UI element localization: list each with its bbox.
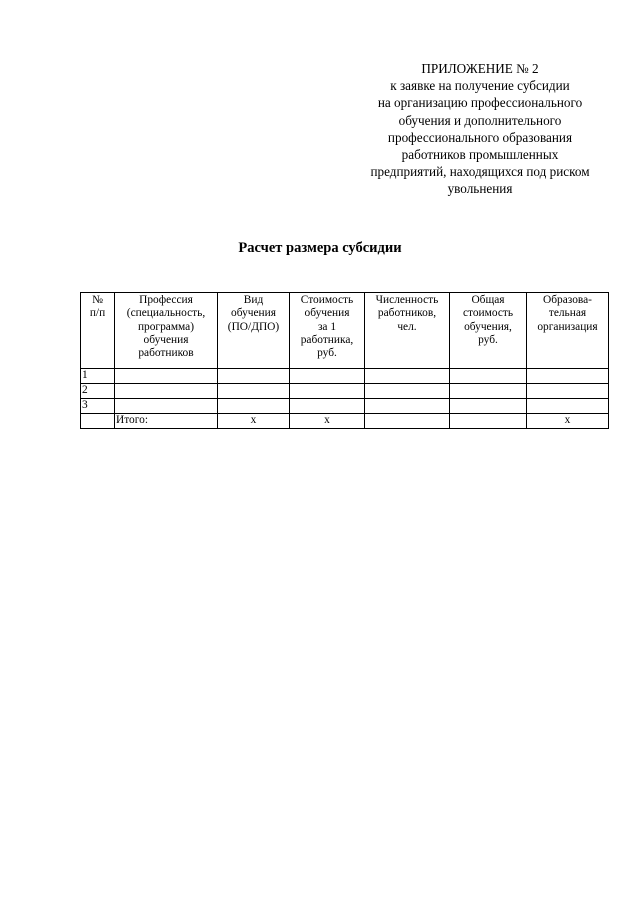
row-number-cell: 2 — [81, 384, 115, 399]
appendix-line: к заявке на получение субсидии — [390, 78, 570, 94]
header-line: (специальность, — [126, 307, 206, 320]
organization-cell — [527, 399, 609, 414]
training-type-cell — [218, 369, 290, 384]
table-header-row — [81, 293, 609, 369]
header-line: работника, — [300, 333, 354, 346]
header-line: организация — [537, 320, 598, 333]
header-line: обучения, — [464, 320, 512, 333]
organization-cell — [527, 384, 609, 399]
appendix-line: профессионального образования — [387, 129, 573, 145]
header-line: Общая — [471, 294, 505, 306]
header-line: (ПО/ДПО) — [227, 320, 280, 333]
cost-per-worker-cell: х — [290, 414, 365, 429]
header-line: Профессия — [139, 294, 193, 306]
total-cost-cell — [450, 414, 527, 429]
header-cost-per-worker — [290, 293, 365, 369]
training-type-cell — [218, 384, 290, 399]
appendix-line: предприятий, находящихся под риском — [370, 164, 590, 180]
total-label-cell: Итого: — [115, 414, 218, 429]
header-line: программа) — [137, 320, 195, 333]
cost-per-worker-cell — [290, 369, 365, 384]
table-row — [81, 399, 609, 414]
header-line: работников, — [377, 307, 437, 320]
table-row — [81, 369, 609, 384]
cost-per-worker-cell — [290, 399, 365, 414]
profession-cell — [115, 369, 218, 384]
header-worker-count — [365, 293, 450, 369]
header-line: обучения — [304, 307, 350, 320]
header-line: Образова- — [543, 294, 592, 306]
worker-count-cell — [365, 384, 450, 399]
appendix-heading: ПРИЛОЖЕНИЕ № 2 — [421, 61, 539, 76]
header-line: руб. — [478, 333, 498, 346]
appendix-line: работников промышленных — [401, 147, 559, 163]
row-number-cell: 1 — [81, 369, 115, 384]
header-line: за 1 — [317, 320, 337, 333]
header-line: тельная — [548, 307, 587, 320]
header-line: Стоимость — [300, 294, 354, 306]
subsidy-table — [80, 292, 609, 429]
appendix-block — [340, 60, 620, 198]
total-row — [81, 414, 609, 429]
training-type-cell: х — [218, 414, 290, 429]
header-total-cost — [450, 293, 527, 369]
header-line: № — [92, 294, 103, 306]
header-line: руб. — [317, 347, 337, 360]
total-cost-cell — [450, 384, 527, 399]
header-line: Вид — [243, 294, 264, 306]
worker-count-cell — [365, 399, 450, 414]
organization-cell: х — [527, 414, 609, 429]
header-line: п/п — [89, 307, 106, 320]
header-line: обучения — [231, 307, 276, 320]
table-row — [81, 384, 609, 399]
worker-count-cell — [365, 414, 450, 429]
worker-count-cell — [365, 369, 450, 384]
total-cost-cell — [450, 399, 527, 414]
profession-cell — [115, 399, 218, 414]
header-number — [81, 293, 115, 369]
document-title: Расчет размера субсидии — [238, 240, 402, 256]
total-cost-cell — [450, 369, 527, 384]
appendix-line: обучения и дополнительного — [398, 112, 562, 128]
header-line: чел. — [397, 320, 417, 333]
header-educational-organization — [527, 293, 609, 369]
training-type-cell — [218, 399, 290, 414]
header-profession — [115, 293, 218, 369]
appendix-line: на организацию профессионального — [377, 95, 583, 111]
header-line: обучения — [143, 333, 189, 346]
row-number-cell — [81, 414, 115, 429]
row-number-cell: 3 — [81, 399, 115, 414]
organization-cell — [527, 369, 609, 384]
header-training-type — [218, 293, 290, 369]
cost-per-worker-cell — [290, 384, 365, 399]
profession-cell — [115, 384, 218, 399]
header-line: работников — [138, 347, 194, 360]
appendix-line: увольнения — [447, 181, 513, 197]
header-line: Численность — [375, 294, 439, 306]
header-line: стоимость — [462, 307, 514, 320]
